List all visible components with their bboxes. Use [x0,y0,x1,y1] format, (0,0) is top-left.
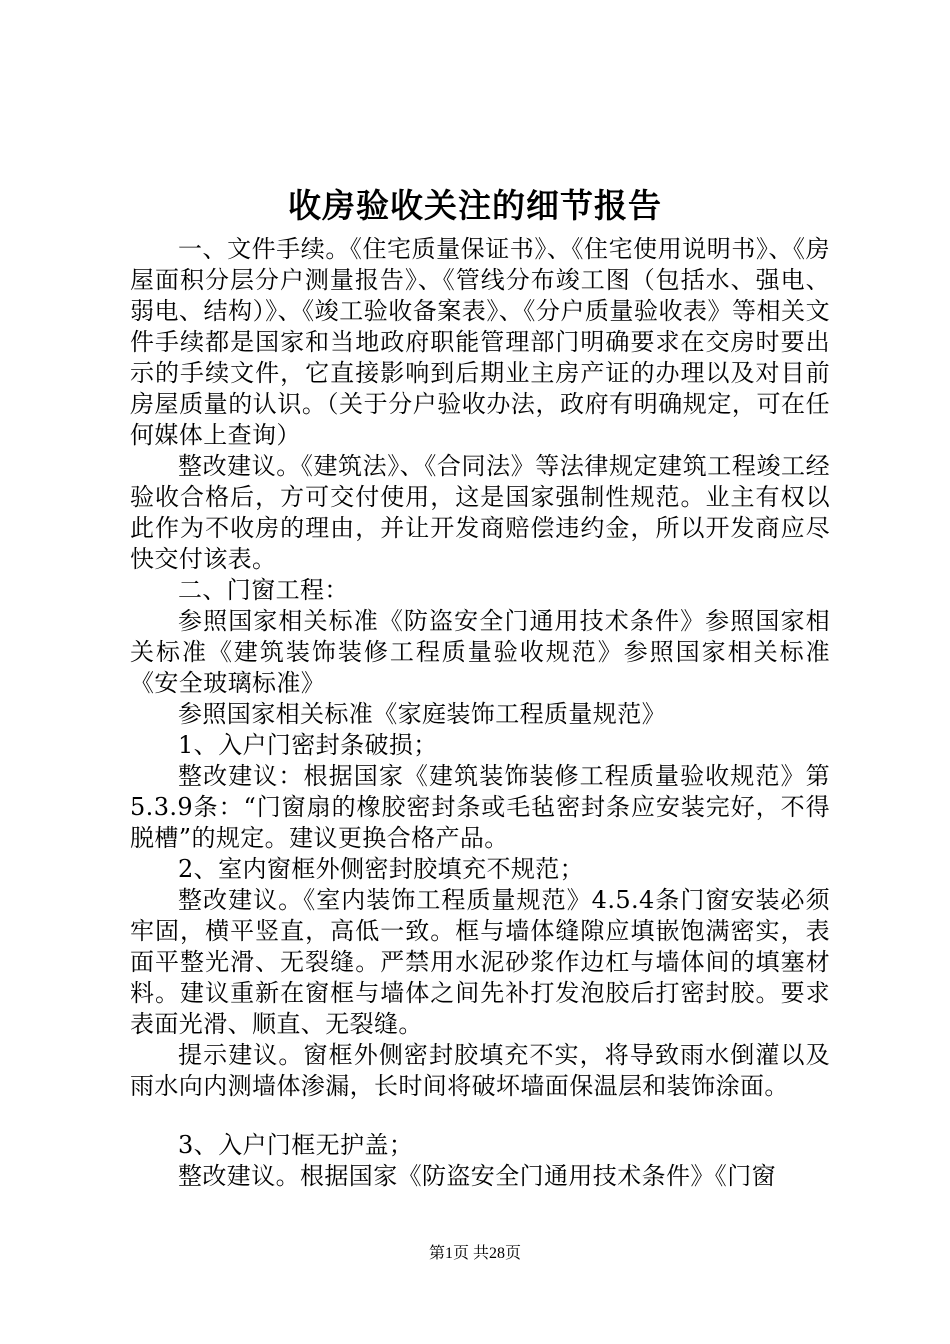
paragraph-rectification-2: 整改建议：根据国家《建筑装饰装修工程质量验收规范》第5.3.9条：“门窗扇的橡胶密封条或毛毡密封条应安装完好，不得脱槽”的规定。建议更换合格产品。 [130,762,830,852]
paragraph-standards: 参照国家相关标准《防盗安全门通用技术条件》参照国家相关标准《建筑装饰装修工程质量验收规范》参照国家相关标准《安全玻璃标准》 [130,607,830,697]
paragraph-rectification-4: 整改建议。根据国家《防盗安全门通用技术条件》《门窗 [178,1162,776,1190]
document-title: 收房验收关注的细节报告 [288,186,662,225]
paragraph-documents: 一、文件手续。《住宅质量保证书》、《住宅使用说明书》、《房屋面积分层分户测量报告》、《管线分布竣工图（包括水、强电、弱电、结构）》、《竣工验收备案表》、《分户质量验收表》等相关文件手续都是国家和当地政府职能管理部门明确要求在交房时要出示的手续文件，它直接影响到后期业主房产证的办理以及对目前房屋质量的认识。（关于分户验收办法，政府有明确规定，可在任何媒体上查询） [130,235,830,449]
paragraph-rectification-1: 整改建议。《建筑法》、《合同法》等法律规定建筑工程竣工经验收合格后，方可交付使用，这是国家强制性规范。业主有权以此作为不收房的理由，并让开发商赔偿违约金，所以开发商应尽快交付该表。 [130,452,830,573]
document-body [130,234,830,1192]
paragraph-rectification-3: 整改建议。《室内装饰工程质量规范》4.5.4条门窗安装必须牢固，横平竖直，高低一致。框与墙体缝隙应填嵌饱满密实，表面平整光滑、无裂缝。严禁用水泥砂浆作边杠与墙体间的填塞材料。建议重新在窗框与墙体之间先补打发泡胶后打密封胶。要求表面光滑、顺直、无裂缝。 [130,886,830,1038]
item-heading-3: 3、入户门框无护盖； [178,1131,414,1159]
page-footer: 第1页 共28页 [428,1245,521,1262]
section-heading-doors-windows: 二、门窗工程： [178,576,349,604]
paragraph-standards-home: 参照国家相关标准《家庭装饰工程质量规范》 [178,700,666,728]
item-heading-2: 2、室内窗框外侧密封胶填充不规范； [178,855,585,883]
item-heading-1: 1、入户门密封条破损； [178,731,438,759]
paragraph-tip: 提示建议。窗框外侧密封胶填充不实，将导致雨水倒灌以及雨水向内测墙体渗漏，长时间将破坏墙面保温层和装饰涂面。 [130,1041,830,1100]
